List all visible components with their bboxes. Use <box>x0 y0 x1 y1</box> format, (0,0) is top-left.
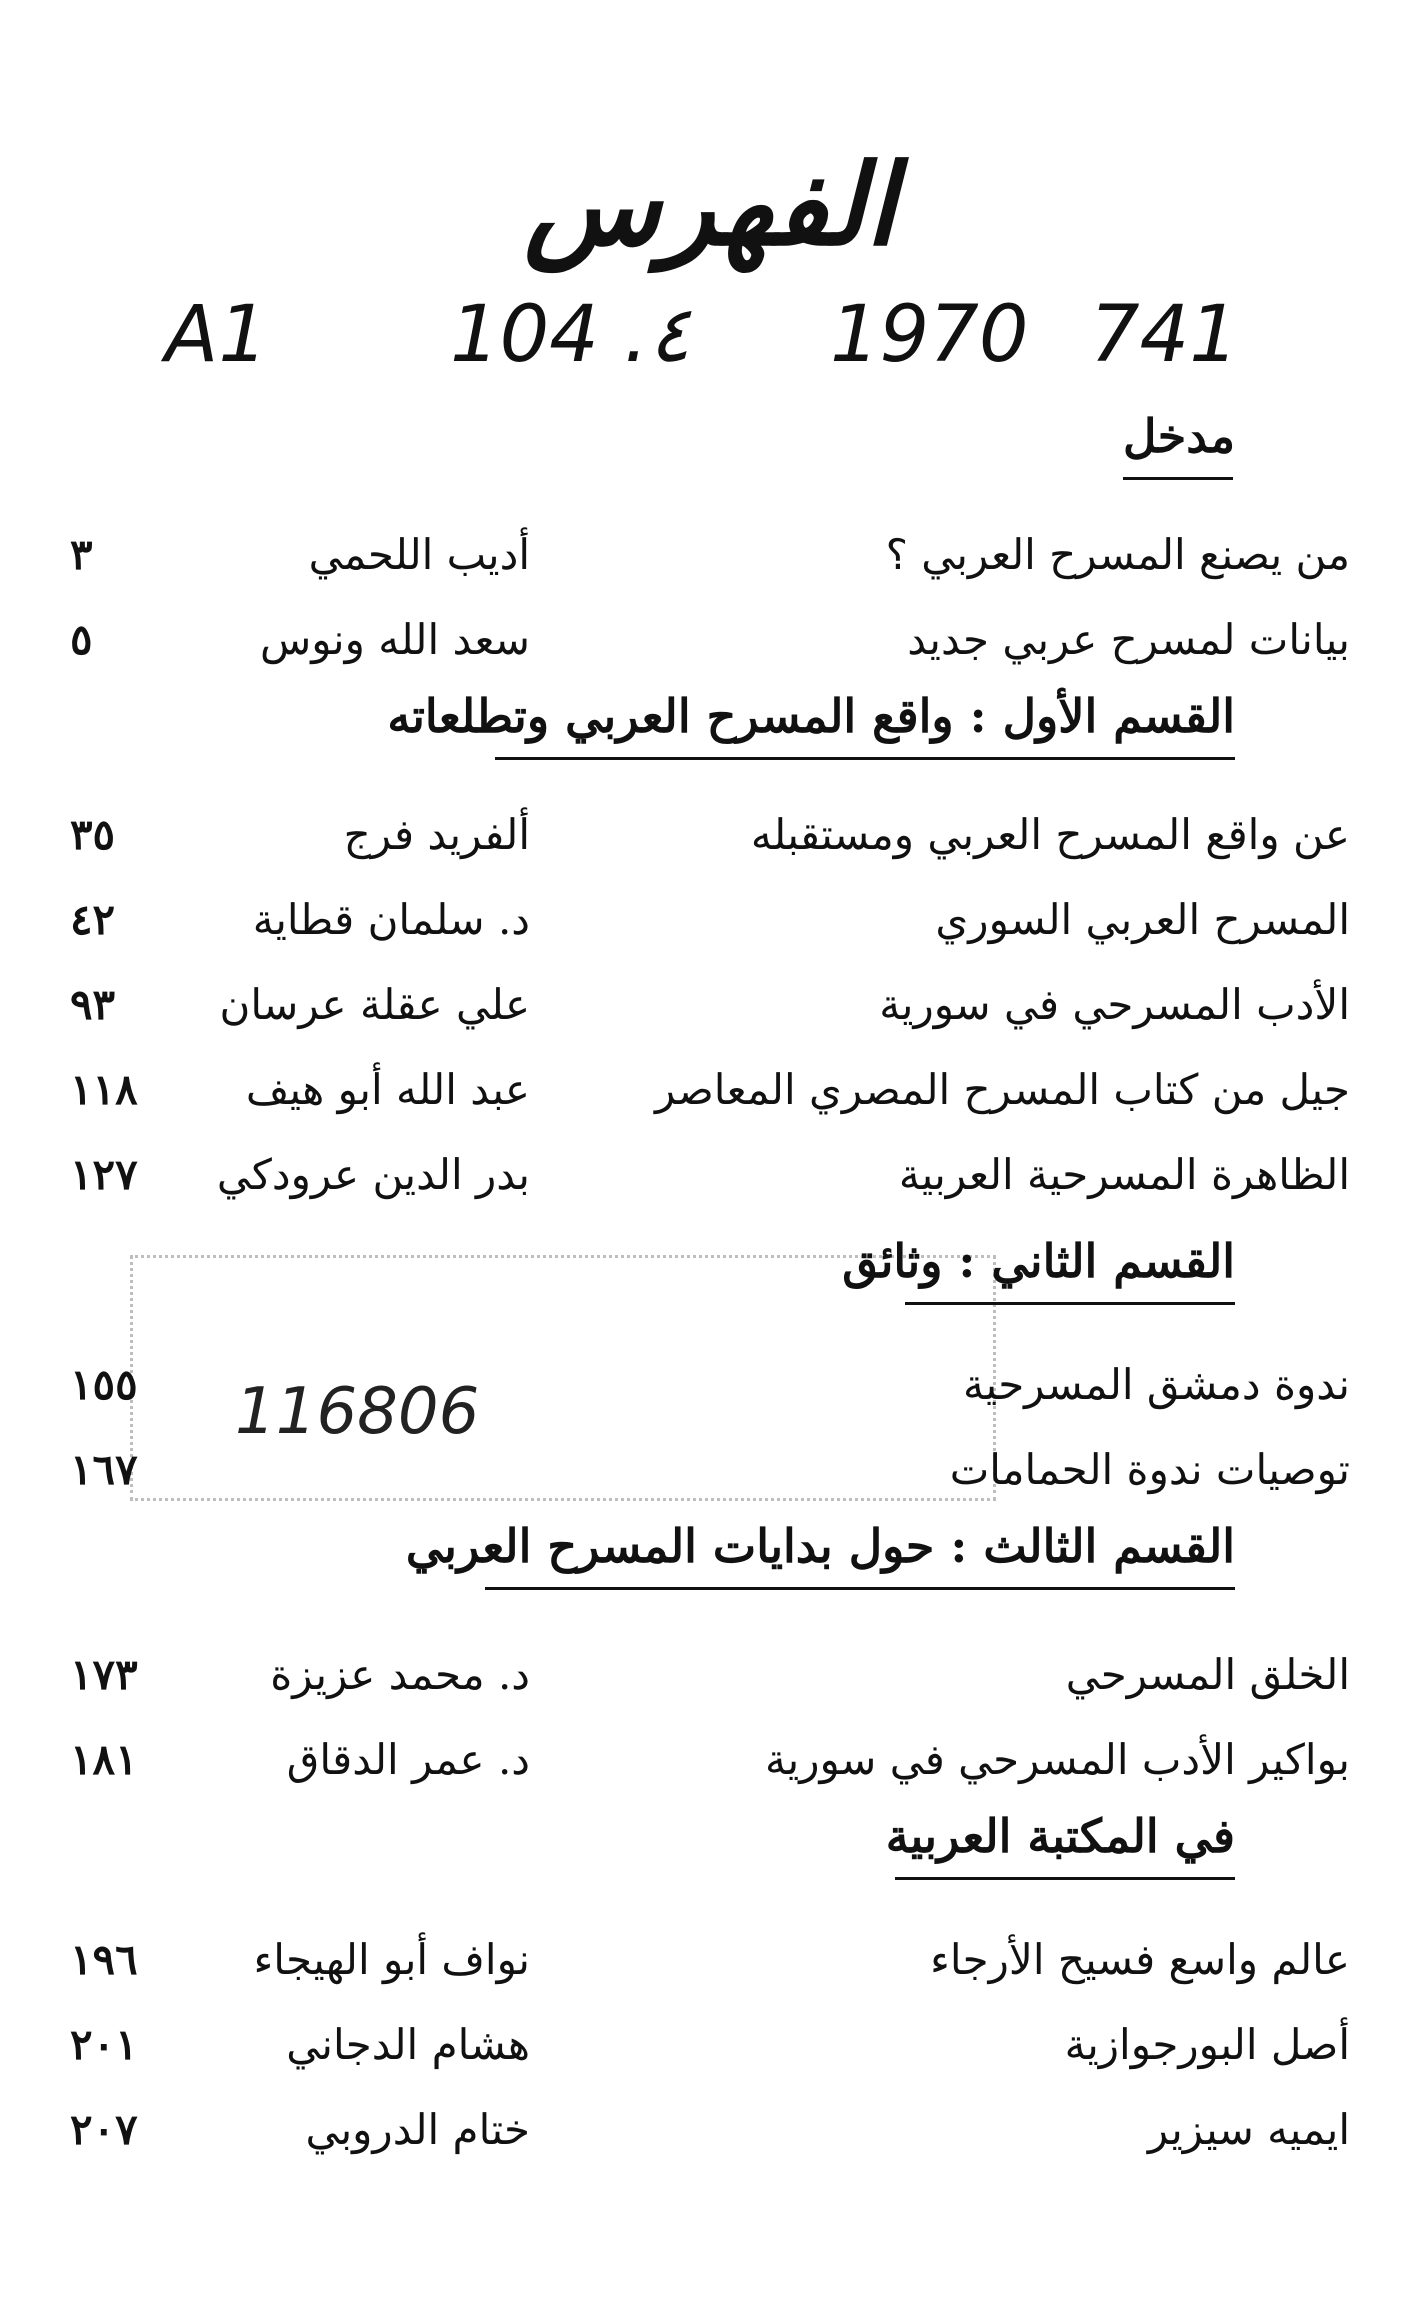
entry-author: ختام الدروبي <box>305 2105 530 2154</box>
entry-title: المسرح العربي السوري <box>935 895 1350 944</box>
entry-author: ألفريد فرج <box>343 810 530 859</box>
toc-entry <box>0 800 1420 870</box>
call-number-part: 1970 <box>830 290 1029 380</box>
entry-title: الأدب المسرحي في سورية <box>879 980 1350 1029</box>
entry-title: الخلق المسرحي <box>1065 1650 1350 1699</box>
entry-title: بواكير الأدب المسرحي في سورية <box>765 1735 1350 1784</box>
entry-page: ٢٠٧ <box>70 2105 138 2154</box>
entry-title: بيانات لمسرح عربي جديد <box>907 615 1350 664</box>
toc-entry <box>0 970 1420 1040</box>
entry-page: ١٥٥ <box>70 1360 138 1409</box>
section-heading: في المكتبة العربية <box>886 1810 1235 1880</box>
entry-page: ٩٣ <box>70 980 116 1029</box>
entry-author: د. سلمان قطاية <box>252 895 530 944</box>
toc-entry <box>0 520 1420 590</box>
entry-author: عبد الله أبو هيف <box>245 1065 530 1114</box>
toc-entry <box>0 1925 1420 1995</box>
entry-title: عن واقع المسرح العربي ومستقبله <box>750 810 1350 859</box>
section-heading: القسم الثاني : وثائق <box>842 1235 1235 1305</box>
entry-author: نواف أبو الهيجاء <box>253 1935 530 1984</box>
entry-page: ١٩٦ <box>70 1935 138 1984</box>
entry-title: توصيات ندوة الحمامات <box>949 1445 1350 1494</box>
entry-author: هشام الدجاني <box>286 2020 530 2069</box>
toc-entry <box>0 1640 1420 1710</box>
entry-page: ١١٨ <box>70 1065 138 1114</box>
toc-entry <box>0 605 1420 675</box>
toc-entry <box>0 1350 1420 1420</box>
heading-underline <box>895 1877 1235 1880</box>
entry-title: الظاهرة المسرحية العربية <box>898 1150 1350 1199</box>
entry-page: ٤٢ <box>70 895 116 944</box>
entry-title: من يصنع المسرح العربي ؟ <box>885 530 1350 579</box>
call-number-part: 741 <box>1090 290 1239 380</box>
entry-author: أديب اللحمي <box>308 530 530 579</box>
entry-title: جيل من كتاب المسرح المصري المعاصر <box>654 1065 1350 1114</box>
toc-entry <box>0 1725 1420 1795</box>
section-heading: القسم الأول : واقع المسرح العربي وتطلعاته <box>387 690 1235 760</box>
entry-author: علي عقلة عرسان <box>219 980 530 1029</box>
toc-entry <box>0 1140 1420 1210</box>
heading-underline <box>495 757 1235 760</box>
toc-entry <box>0 1055 1420 1125</box>
entry-page: ١٨١ <box>70 1735 138 1784</box>
toc-entry <box>0 2095 1420 2165</box>
entry-title: ندوة دمشق المسرحية <box>963 1360 1350 1409</box>
entry-title: ايميه سيزير <box>1147 2105 1350 2154</box>
entry-page: ١٧٣ <box>70 1650 138 1699</box>
entry-title: عالم واسع فسيح الأرجاء <box>930 1935 1350 1984</box>
entry-author: د. عمر الدقاق <box>286 1735 530 1784</box>
heading-underline <box>1123 477 1233 480</box>
call-number <box>0 290 1420 400</box>
entry-author: سعد الله ونوس <box>259 615 530 664</box>
section-heading: القسم الثالث : حول بدايات المسرح العربي <box>406 1520 1235 1590</box>
page-title: الفهرس <box>523 140 897 271</box>
toc-entry <box>0 885 1420 955</box>
entry-page: ٣ <box>70 530 93 579</box>
stamp-number: 116806 <box>235 1375 480 1449</box>
entry-page: ٣٥ <box>70 810 116 859</box>
section-heading: مدخل <box>1123 410 1235 480</box>
call-number-part: A1 <box>165 290 268 380</box>
entry-page: ٢٠١ <box>70 2020 138 2069</box>
toc-entry <box>0 2010 1420 2080</box>
toc-entry <box>0 1435 1420 1505</box>
entry-page: ١٢٧ <box>70 1150 138 1199</box>
entry-page: ٥ <box>70 615 93 664</box>
heading-underline <box>905 1302 1235 1305</box>
entry-page: ١٦٧ <box>70 1445 138 1494</box>
call-number-part: 104 .٤ <box>450 290 691 380</box>
entry-author: د. محمد عزيزة <box>270 1650 530 1699</box>
entry-author: بدر الدين عرودكي <box>216 1150 530 1199</box>
heading-underline <box>485 1587 1235 1590</box>
entry-title: أصل البورجوازية <box>1064 2020 1350 2069</box>
